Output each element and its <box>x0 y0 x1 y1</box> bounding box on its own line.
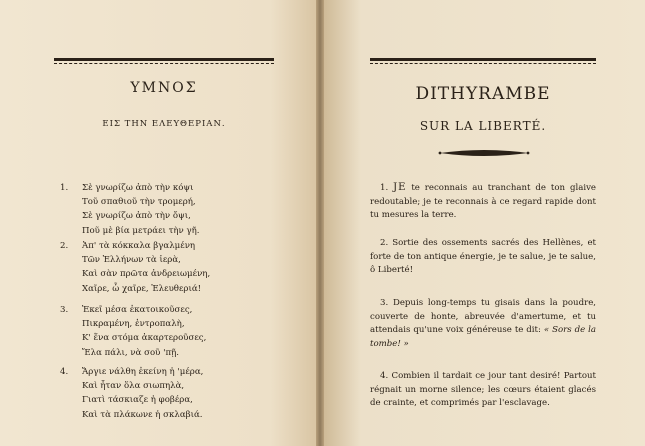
paragraph-text: Combien il tardait ce jour tant desiré! Partout régnait un morne silence; les cœurs étaient glacés de crainte, et comprimés par l'esclavage. <box>370 371 597 409</box>
stanza-line: Ποῦ μὲ βία μετράει τὴν γῆ. <box>82 225 200 236</box>
stanza-line: Χαῖρε, ὦ χαῖρε, Ἐλευθεριά! <box>82 283 202 294</box>
paragraph-1 <box>370 181 596 223</box>
stanza-line: Καὶ τὰ πλάκωνε ἡ σκλαβιά. <box>82 409 203 420</box>
stanza-line: Τῶν Ἑλλήνων τὰ ἱερὰ, <box>82 255 181 266</box>
stanza-line: Σὲ γνωρίζω ἀπὸ τὴν κόψι <box>82 183 194 193</box>
paragraph-text: Sortie des ossements sacrés des Hellènes, et forte de ton antique énergie, je te salue, je te salue, ô Liberté! <box>370 238 596 276</box>
right-subtitle: SUR LA LIBERTÉ. <box>419 119 547 133</box>
paragraph-number: 4. <box>380 371 389 381</box>
left-subtitle: ΕΙΣ ΤΗΝ ΕΛΕΥΘΕΡΙΑΝ. <box>102 119 226 129</box>
stanza-1 <box>60 181 200 238</box>
stanza-2 <box>60 239 211 296</box>
stanza-line: Ἔλα πάλι, νὰ σοῦ 'πῇ. <box>82 347 180 358</box>
stanza-number: 3. <box>60 305 69 315</box>
stanza-number: 1. <box>60 183 69 193</box>
paragraph-2 <box>370 237 596 278</box>
right-top-rule-thin <box>370 63 596 65</box>
stanza-line: Κ' ἕνα στόμα ἀκαρτεροῦσες, <box>82 333 207 344</box>
paragraph-number: 2. <box>380 238 389 248</box>
right-title: DITHYRAMBE <box>415 84 551 104</box>
stanza-line: Πικραμένη, ἐντροπαλὴ, <box>82 319 185 330</box>
paragraph-number: 3. <box>380 298 389 308</box>
book-gutter <box>316 0 324 446</box>
drop-cap: JE <box>393 182 407 193</box>
ornament-divider <box>438 148 530 158</box>
stanza-line: Καὶ σὰν πρῶτα ἀνδρειωμένη, <box>82 269 211 280</box>
right-top-rule <box>370 58 596 61</box>
stanza-3 <box>60 303 207 360</box>
paragraph-italic-quote: « Sors de la tombe! » <box>370 325 597 349</box>
paragraph-4 <box>370 370 596 411</box>
paragraph-3 <box>370 297 596 351</box>
left-top-rule <box>54 58 274 61</box>
paragraph-text: Depuis long-temps tu gisais dans la poudre, couverte de honte, abreuvée d'amertume, et tu attendais qu'une voix généreuse te dit: <box>370 298 597 336</box>
stanza-line: Σὲ γνωρίζω ἀπὸ τὴν ὄψι, <box>82 211 191 222</box>
stanza-line: Ἐκεῖ μέσα ἐκατοικοῦσες, <box>82 305 193 315</box>
stanza-line: Ἀπ' τὰ κόκκαλα βγαλμένη <box>82 241 196 251</box>
stanza-4 <box>60 365 204 422</box>
paragraph-text: te reconnais au tranchant de ton glaive redoutable; je te reconnais à ce regard rapide dont tu mesures la terre. <box>370 183 597 221</box>
stanza-line: Τοῦ σπαθιοῦ τὴν τρομερή, <box>82 197 196 208</box>
left-title: ΥΜΝΟΣ <box>130 80 198 96</box>
stanza-line: Ἄργιε νάλθη ἐκείνη ἡ 'μέρα, <box>82 367 204 377</box>
stanza-line: Καὶ ἦταν ὅλα σιωπηλὰ, <box>82 381 185 392</box>
stanza-line: Γιατὶ τάσκιαζε ἡ φοβέρα, <box>82 395 193 406</box>
left-top-rule-thin <box>54 63 274 65</box>
stanza-number: 2. <box>60 241 69 251</box>
paragraph-number: 1. <box>380 183 389 193</box>
stanza-number: 4. <box>60 367 69 377</box>
